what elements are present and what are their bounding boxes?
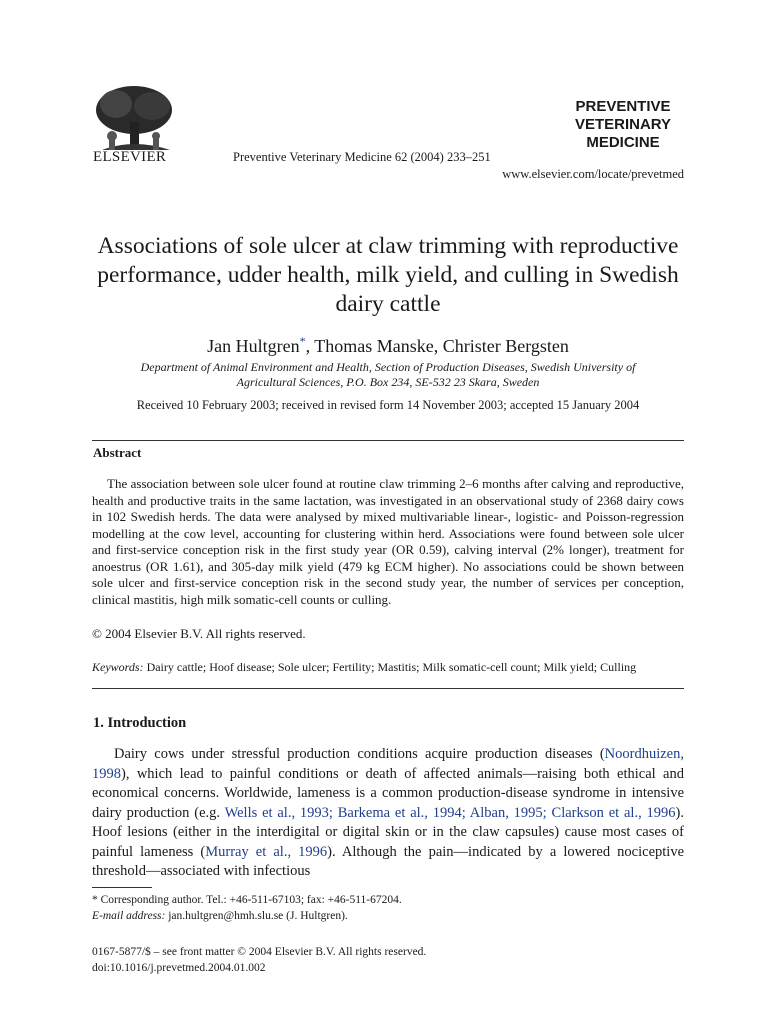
keywords-label: Keywords: xyxy=(92,660,144,674)
section-heading-introduction: 1. Introduction xyxy=(93,715,187,731)
journal-citation: Preventive Veterinary Medicine 62 (2004) 233–251 xyxy=(233,150,491,164)
author-affiliation: Department of Animal Environment and Health, Section of Production Diseases, Swedish University of Agricultural Sciences, P.O. Box 234, SE-532 23 Skara, Sweden xyxy=(140,360,636,389)
copyright-notice: © 2004 Elsevier B.V. All rights reserved. xyxy=(92,626,306,641)
journal-url-link[interactable]: www.elsevier.com/locate/prevetmed xyxy=(502,167,684,181)
body-text: ), which lead to painful conditions or death of affected animals—raising both ethical and economical concerns. Worldwide, lameness is a common production-disease syndrome in intensive dairy production (e.g. xyxy=(92,765,684,821)
body-text: ). Hoof lesions (either in the interdigital or digital skin or in the claw capsules) cause most cases of painful lameness ( xyxy=(92,804,684,860)
journal-title-line: MEDICINE xyxy=(586,134,660,151)
corresponding-author-footnote: * Corresponding author. Tel.: +46-511-67103; fax: +46-511-67204. xyxy=(92,894,402,906)
citation-link[interactable]: Wells et al., 1993; Barkema et al., 1994; Alban, 1995; Clarkson et al., 1996 xyxy=(224,804,676,821)
abstract-heading: Abstract xyxy=(93,445,142,460)
journal-title-line: VETERINARY xyxy=(574,116,672,133)
email-footnote xyxy=(92,910,348,922)
journal-title xyxy=(562,98,684,152)
footnote-divider xyxy=(92,887,152,888)
divider xyxy=(92,688,684,689)
elsevier-tree-logo xyxy=(92,84,178,154)
divider xyxy=(92,440,684,441)
introduction-paragraph xyxy=(92,745,684,882)
article-title: Associations of sole ulcer at claw trimming with reproductive performance, udder health, milk yield, and culling in Swedish dairy cattle xyxy=(97,233,679,317)
body-text: Dairy cows under stressful production conditions acquire production diseases ( xyxy=(114,746,605,762)
keywords xyxy=(92,660,684,675)
citation-link[interactable]: Noordhuizen, 1998 xyxy=(92,746,684,782)
email-address: jan.hultgren@hmh.slu.se (J. Hultgren). xyxy=(165,910,348,922)
doi-line: doi:10.1016/j.prevetmed.2004.01.002 xyxy=(92,962,266,974)
issn-line: 0167-5877/$ – see front matter © 2004 Elsevier B.V. All rights reserved. xyxy=(92,946,427,958)
author-name: Jan Hultgren xyxy=(207,336,300,356)
citation-link[interactable]: Murray et al., 1996 xyxy=(205,843,328,860)
body-text: ). Although the pain—indicated by a lowered nociceptive threshold—associated with infectious xyxy=(92,843,685,879)
keywords-list: Dairy cattle; Hoof disease; Sole ulcer; Fertility; Mastitis; Milk somatic-cell count; Milk yield; Culling xyxy=(143,660,637,674)
publisher-name: ELSEVIER xyxy=(93,149,167,165)
author-list xyxy=(92,334,684,357)
corresponding-author-link[interactable]: * xyxy=(299,334,306,348)
email-label: E-mail address: xyxy=(92,910,166,922)
abstract-body: The association between sole ulcer found at routine claw trimming 2–6 months after calving and reproductive, health and productive traits in the same lactation, was investigated in an observational study of 2368 dairy cows in 102 Swedish herds. The data were analysed by mixed multivariable linear-, logistic- and Poisson-regression modelling at the cow level, accounting for clustering within herd. Associations were found between sole ulcer and first-service conception risk in the first study year (OR 0.59), calving interval (2% longer), treatment for anoestrus (OR 1.61), and 305-day milk yield (479 kg ECM higher). No associations could be shown between sole ulcer and first-service conception risk in the second study year, the number of services per conception, clinical mastitis, high milk somatic-cell counts or culling. xyxy=(92,476,684,607)
received-dates: Received 10 February 2003; received in revised form 14 November 2003; accepted 15 January 2004 xyxy=(136,398,640,412)
author-names-rest: , Thomas Manske, Christer Bergsten xyxy=(305,336,569,356)
journal-title-line: PREVENTIVE xyxy=(575,98,671,115)
